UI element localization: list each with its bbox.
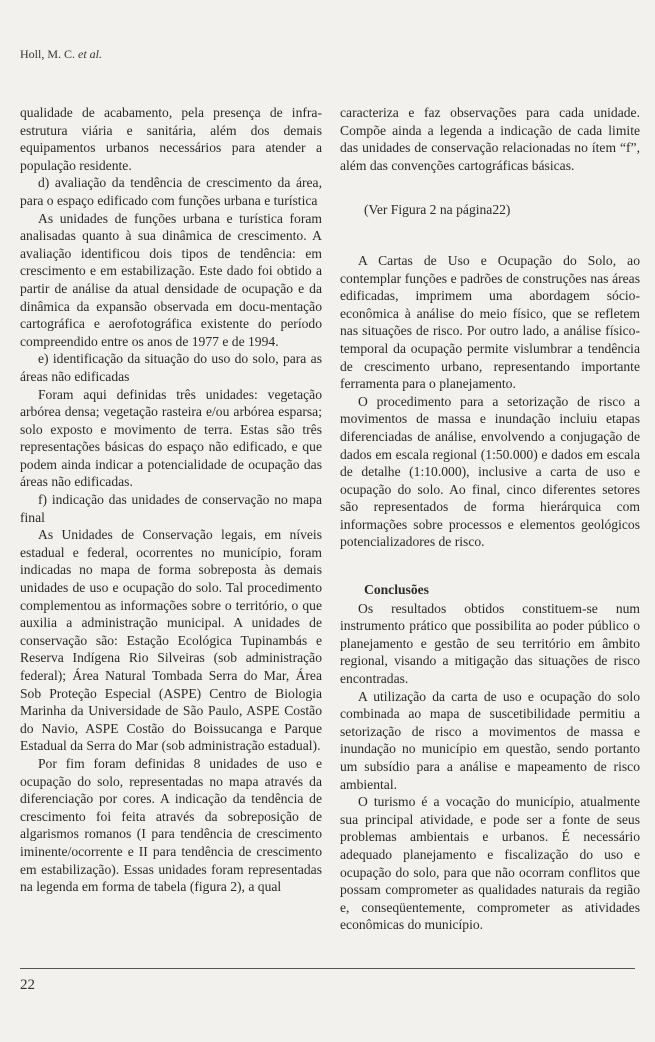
conclusions-heading: Conclusões [364,582,429,598]
body-paragraph: qualidade de acabamento, pela presença de infra-estrutura viária e sanitária, além dos demais equipamentos urbanos necessários para atender a população residente. [20,105,322,173]
body-paragraph: As Unidades de Conservação legais, em níveis estadual e federal, ocorrentes no município, foram indicadas no mapa de forma sobreposta às demais unidades de uso e ocupação do solo. Tal procedimento complementou as informações sobre o território, o que auxilia a administração municipal. A unidades de conservação são: Estação Ecológica Tupinambás e Reserva Indígena Rio Silveiras (sob administração federal); Área Natural Tombada Serra do Mar, Área Sob Proteção Especial (ASPE) Centro de Biologia Marinha da Universidade de São Paulo, ASPE Costão do Navio, ASPE Costão do Boissucanga e Parque Estadual da Serra do Mar (sob administração estadual). [20,527,322,754]
body-paragraph: Foram aqui definidas três unidades: vegetação arbórea densa; vegetação rasteira e/ou arbórea esparsa; solo exposto e movimento de terra. Estas são três representações básicas do espaço não edificado, e que podem ainda indicar a potencialidade de ocupação das áreas não edificadas. [20,386,322,490]
running-head [20,47,102,62]
body-paragraph: Os resultados obtidos constituem-se num instrumento prático que possibilita ao poder público o planejamento e gestão de seu território em âmbito regional, visando a mitigação das situações de risco encontradas. [340,600,640,687]
footer-rule [20,968,635,969]
body-paragraph: O procedimento para a setorização de risco a movimentos de massa e inundação incluiu etapas diferenciadas de análise, envolvendo a conjugação de dados em escala regional (1:50.000) e dados em escala de detalhe (1:10.000), inclusive a carta de uso e ocupação do solo. Ao final, cinco diferentes setores são representados de forma hierárquica com informações sobre processos e elementos geológicos potencializadores de risco. [340,393,640,550]
figure-reference: (Ver Figura 2 na página22) [364,202,511,218]
right-column [340,104,640,934]
body-paragraph: As unidades de funções urbana e turística foram analisadas quanto à sua dinâmica de crescimento. A avaliação identificou dois tipos de tendência: em crescimento e em estabilização. Este dado foi obtido a partir de análise da atual densidade de ocupação e da dinâmica da expansão observada em docu-mentação cartográfica e aerofotográfica existente do período compreendido entre os anos de 1977 e de 1994. [20,210,322,349]
running-head-author: Holl, M. C. [20,47,76,61]
running-head-etal: et al. [78,47,103,61]
body-paragraph: A Cartas de Uso e Ocupação do Solo, ao contemplar funções e padrões de construções nas áreas edificadas, imprimem uma abordagem sócio-econômica à análise do meio físico, que se refletem nas situações de risco. Por outro lado, a análise físico-temporal da ocupação permite vislumbrar a tendência de crescimento urbano, representando importante ferramenta para o planejamento. [340,252,640,392]
left-column [20,104,322,896]
item-d-heading: d) avaliação da tendência de crescimento da área, para o espaço edificado com funções urbana e turística [20,175,322,208]
item-e-heading: e) identificação da situação do uso do solo, para as áreas não edificadas [20,351,322,384]
body-paragraph: caracteriza e faz observações para cada unidade. Compõe ainda a legenda a indicação de cada limite das unidades de conservação relacionadas no ítem “f”, além das convenções cartográficas básicas. [340,105,640,173]
item-f-heading: f) indicação das unidades de conservação no mapa final [20,492,322,525]
body-paragraph: Por fim foram definidas 8 unidades de uso e ocupação do solo, representadas no mapa através da diferenciação por cores. A indicação da tendência de crescimento foi feita através da sobreposição de algarismos romanos (I para tendência de crescimento iminente/ocorrente e II para tendência de crescimento em estabilização). Essas unidades foram representadas na legenda em forma de tabela (figura 2), a qual [20,755,322,895]
body-paragraph: A utilização da carta de uso e ocupação do solo combinada ao mapa de suscetibilidade permitiu a setorização de risco a movimentos de massa e inundação no município em questão, sendo portanto um subsídio para a análise e mapeamento de risco ambiental. [340,688,640,792]
page-number: 22 [20,977,35,993]
body-paragraph: O turismo é a vocação do município, atualmente sua principal atividade, e pode ser a fonte de seus problemas ambientais e urbanos. É necessário adequado planejamento e fiscalização do uso e ocupação do solo, para que não ocorram conflitos que possam comprometer as qualidades naturais da região e, conseqüentemente, comprometer as atividades econômicas do município. [340,794,640,933]
